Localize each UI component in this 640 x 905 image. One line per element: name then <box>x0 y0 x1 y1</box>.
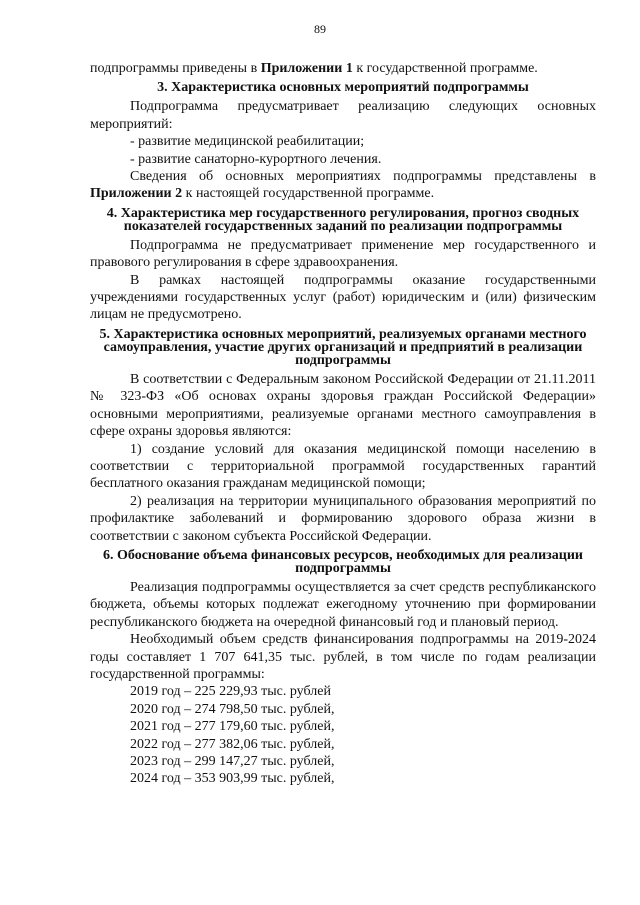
section-5-paragraph-3: 2) реализация на территории муниципального образования мероприятий по профилактике заболеваний и формированию здорового образа жизни в соответствии с законом субъекта Российской Федерации. <box>90 493 596 544</box>
section-3-paragraph-2 <box>90 168 596 203</box>
section-4-heading: 4. Характеристика мер государственного регулирования, прогноз сводных показателей государственных заданий по реализации подпрограммы <box>106 205 580 234</box>
section-4-paragraph-2: В рамках настоящей подпрограммы оказание государственными учреждениями государственных услуг (работ) юридическим и (или) физическим лицам не предусмотрено. <box>90 272 596 323</box>
section-5-heading: 5. Характеристика основных мероприятий, реализуемых органами местного самоуправления, участие других организаций и предприятий в реализации подпрограммы <box>99 326 587 368</box>
document-body <box>90 60 596 788</box>
section-3-list-item-2: - развитие санаторно-курортного лечения. <box>130 151 382 167</box>
section-5-paragraph-2: 1) создание условий для оказания медицинской помощи населению в соответствии с территориальной программой государственных гарантий бесплатного оказания гражданам медицинской помощи; <box>90 441 596 492</box>
funding-year-line: 2019 год – 225 229,93 тыс. рублей <box>130 684 331 700</box>
page-number: 89 <box>314 22 326 36</box>
section-3-list-item-1: - развитие медицинской реабилитации; <box>130 134 365 150</box>
section-3-p2-before: Сведения об основных мероприятиях подпрограммы представлены в <box>130 169 596 185</box>
funding-year-line: 2020 год – 274 798,50 тыс. рублей, <box>130 701 335 717</box>
section-3-heading: 3. Характеристика основных мероприятий подпрограммы <box>157 80 529 96</box>
section-5-paragraph-1: В соответствии с Федеральным законом Российской Федерации от 21.11.2011 № 323-ФЗ «Об основах охраны здоровья граждан Российской Федерации» основными мероприятиями, реализуемые органами местного самоуправления в сфере охраны здоровья являются: <box>90 371 596 440</box>
section-3-paragraph-1: Подпрограмма предусматривает реализацию следующих основных мероприятий: <box>90 99 596 132</box>
intro-text-after: к государственной программе. <box>352 61 538 76</box>
appendix-2-reference: Приложении 2 <box>90 186 183 202</box>
funding-year-line: 2024 год – 353 903,99 тыс. рублей, <box>130 771 335 787</box>
section-6-paragraph-1: Реализация подпрограммы осуществляется за счет средств республиканского бюджета, объемы которых подлежат ежегодному уточнению при формировании республиканского бюджета на очередной финансовый год и плановый период. <box>90 579 596 630</box>
intro-text-before: подпрограммы приведены в <box>90 61 261 76</box>
funding-year-line: 2023 год – 299 147,27 тыс. рублей, <box>130 754 335 769</box>
section-6-paragraph-2: Необходимый объем средств финансирования подпрограммы на 2019-2024 годы составляет 1 707 641,35 тыс. рублей, в том числе по годам реализации государственной программы: <box>90 632 596 682</box>
funding-year-line: 2021 год – 277 179,60 тыс. рублей, <box>130 719 335 735</box>
section-3-p2-after: к настоящей государственной программе. <box>182 186 435 202</box>
intro-paragraph <box>90 60 596 77</box>
section-6-heading: 6. Обоснование объема финансовых ресурсов, необходимых для реализации подпрограммы <box>103 547 583 576</box>
appendix-1-reference: Приложении 1 <box>260 61 353 76</box>
section-4-paragraph-1: Подпрограмма не предусматривает применение мер государственного и правового регулирования в сфере здравоохранения. <box>90 237 596 271</box>
funding-year-line: 2022 год – 277 382,06 тыс. рублей, <box>130 736 335 752</box>
